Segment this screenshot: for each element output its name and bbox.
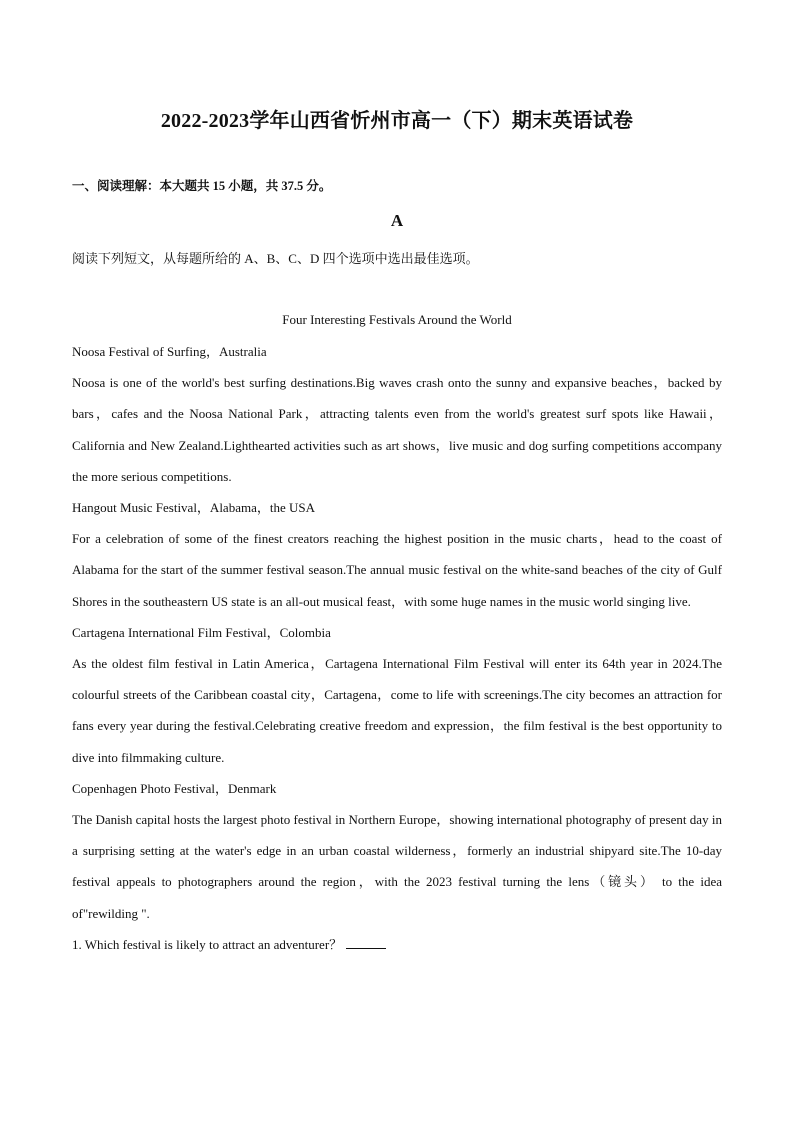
festival-heading: Copenhagen Photo Festival，Denmark [72,780,277,796]
part-letter: A [390,211,404,230]
section-heading: 一、阅读理解：本大题共 15 小题，共 37.5 分。 [72,179,332,193]
reading-instruction: 阅读下列短文，从每题所给的 A、B、C、D 四个选项中选出最佳选项。 [72,251,479,266]
question-1 [72,929,722,960]
passage-body [72,336,722,960]
festival-paragraph: The Danish capital hosts the largest photo festival in Northern Europe，showing international photography of present day in a surprising setting at the water's edge in an urban coastal wilderness，formerly an industrial shipyard site.The 10-day festival appeals to photographers around the region，with the 2023 festival turning the lens（镜头） to the idea of"rewilding ". [72,812,722,921]
festival-heading: Cartagena International Film Festival，Colombia [72,624,331,640]
festival-heading: Hangout Music Festival，Alabama，the USA [72,500,315,516]
festival-paragraph: For a celebration of some of the finest creators reaching the highest position in the music charts，head to the coast of Alabama for the start of the summer festival season.The annual music festival on the white-sand beaches of the city of Gulf Shores in the southeastern US state is an all-out musical feast，with some huge names in the music world singing live. [72,531,722,609]
question-1-text: 1. Which festival is likely to attract an adventurer？ [72,936,343,952]
festival-paragraph: As the oldest film festival in Latin America，Cartagena International Film Festival will enter its 64th year in 2024.The colourful streets of the Caribbean coastal city，Cartagena，come to life with screenings.The city becomes an attraction for fans every year during the festival.Celebrating creative freedom and expression，the film festival is the best opportunity to dive into filmmaking culture. [72,656,722,765]
festival-heading: Noosa Festival of Surfing，Australia [72,344,267,359]
exam-title: 2022-2023学年山西省忻州市高一（下）期末英语试卷 [160,110,634,132]
passage-title: Four Interesting Festivals Around the World [282,312,512,327]
festival-paragraph: Noosa is one of the world's best surfing destinations.Big waves crash onto the sunny and expansive beaches，backed by bars，cafes and the Noosa National Park，attracting talents even from the world's greatest surf spots like Hawaii，California and New Zealand.Lighthearted activities such as art shows，live music and dog surfing competitions accompany the more serious competitions. [72,375,722,484]
answer-blank[interactable] [346,936,386,949]
